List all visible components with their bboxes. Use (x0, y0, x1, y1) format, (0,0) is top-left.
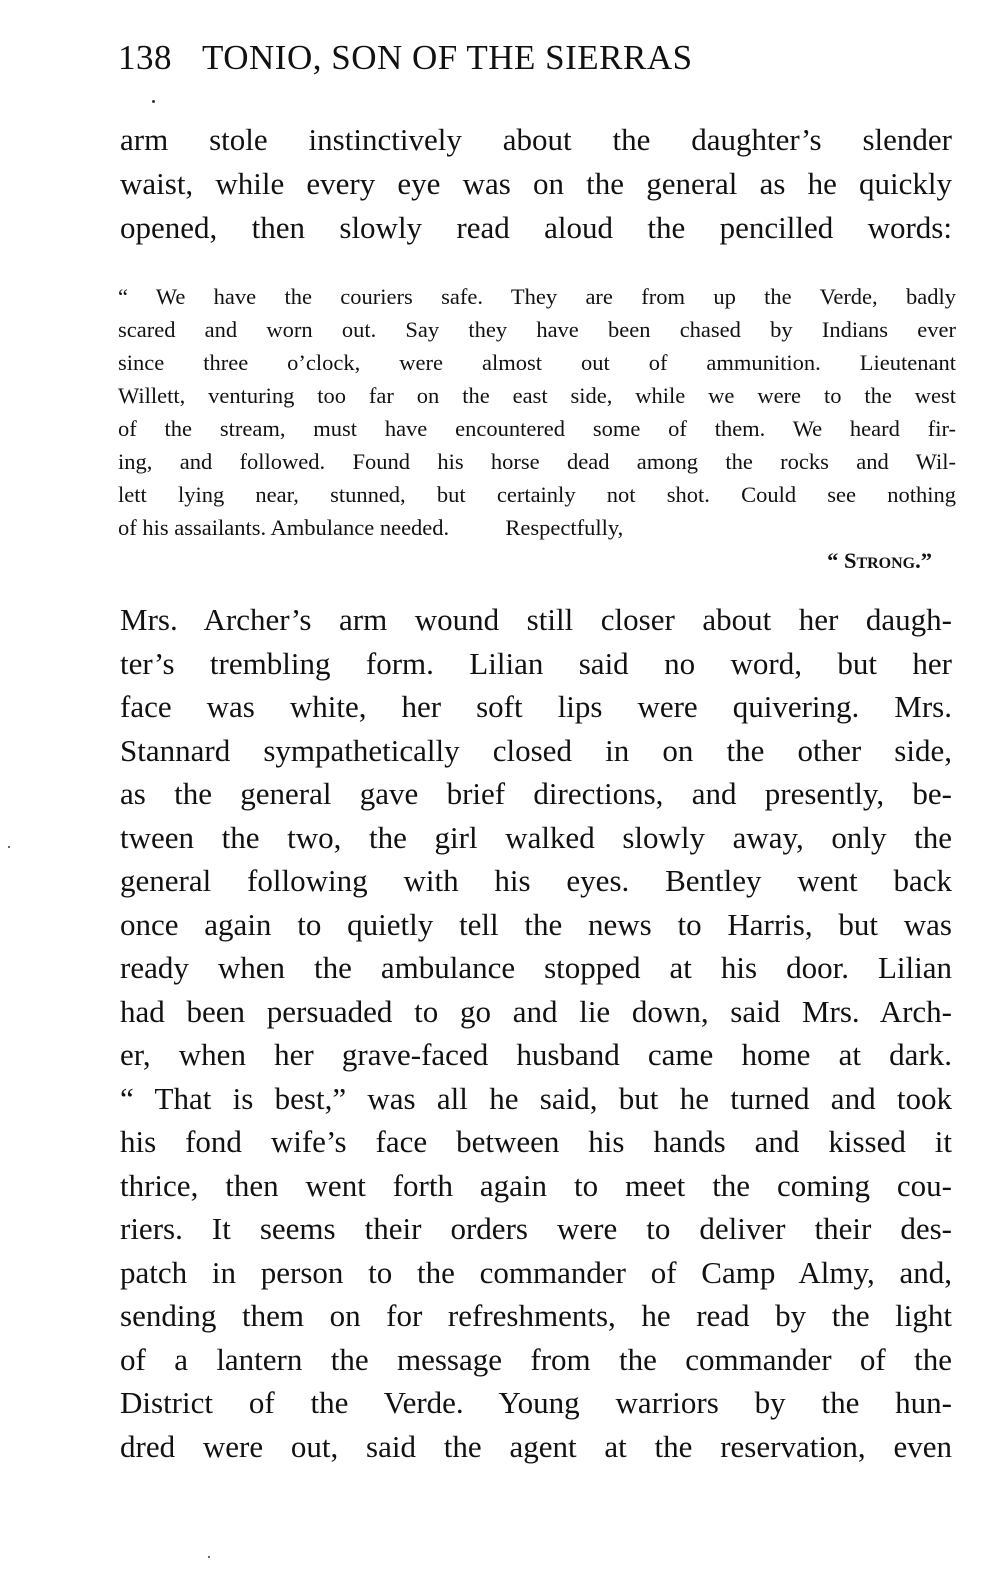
running-header (118, 38, 878, 78)
text-line: District of the Verde. Young warriors by the hun- (120, 1385, 952, 1420)
page-number: 138 (118, 38, 172, 77)
text-line: since three o’clock, were almost out of ammunition. Lieutenant (118, 350, 956, 375)
text-line: once again to quietly tell the news to Harris, but was (120, 906, 952, 942)
text-line: Stannard sympathetically closed in on the other side, (120, 732, 952, 768)
text-line: Mrs. Archer’s arm wound still closer about her daugh- (120, 602, 952, 637)
text-line: face was white, her soft lips were quivering. Mrs. (120, 689, 952, 724)
text-line: “ That is best,” was all he said, but he turned and took (120, 1080, 952, 1116)
text-line: of a lantern the message from the commander of the (120, 1341, 952, 1377)
text-line: of the stream, must have encountered some of them. We heard fir- (118, 416, 956, 441)
text-line: lett lying near, stunned, but certainly not shot. Could see nothing (118, 482, 956, 507)
letter-signature: “ Strong.” (827, 548, 932, 573)
text-line: ter’s trembling form. Lilian said no word, but her (120, 645, 952, 681)
text-line: sending them on for refreshments, he read by the light (120, 1298, 952, 1333)
text-line: of his assailants. Ambulance needed. Respectfully, (118, 515, 624, 540)
text-line: ing, and followed. Found his horse dead among the rocks and Wil- (118, 449, 956, 474)
text-line: his fond wife’s face between his hands and kissed it (120, 1124, 952, 1159)
text-line: opened, then slowly read aloud the pencilled words: (120, 209, 952, 245)
text-line: “ We have the couriers safe. They are from up the Verde, badly (118, 284, 956, 309)
scan-speck (8, 846, 10, 848)
text-line: Willett, venturing too far on the east side, while we were to the west (118, 383, 956, 408)
text-line: arm stole instinctively about the daughter’s slender (120, 122, 952, 157)
scan-speck (208, 1556, 210, 1558)
text-line: tween the two, the girl walked slowly away, only the (120, 819, 952, 855)
text-line: er, when her grave-faced husband came home at dark. (120, 1037, 952, 1072)
scan-speck (152, 100, 155, 103)
text-line: scared and worn out. Say they have been chased by Indians ever (118, 317, 956, 342)
text-line: ready when the ambulance stopped at his door. Lilian (120, 950, 952, 985)
text-line: had been persuaded to go and lie down, said Mrs. Arch- (120, 993, 952, 1029)
running-title: TONIO, SON OF THE SIERRAS (202, 38, 693, 77)
text-line: patch in person to the commander of Camp Almy, and, (120, 1254, 952, 1290)
text-line: as the general gave brief directions, and presently, be- (120, 776, 952, 811)
text-line: dred were out, said the agent at the reservation, even (120, 1428, 952, 1464)
text-line: general following with his eyes. Bentley went back (120, 863, 952, 898)
text-line: thrice, then went forth again to meet the coming cou- (120, 1167, 952, 1203)
text-line: riers. It seems their orders were to deliver their des- (120, 1211, 952, 1246)
text-line: waist, while every eye was on the general as he quickly (120, 165, 952, 201)
